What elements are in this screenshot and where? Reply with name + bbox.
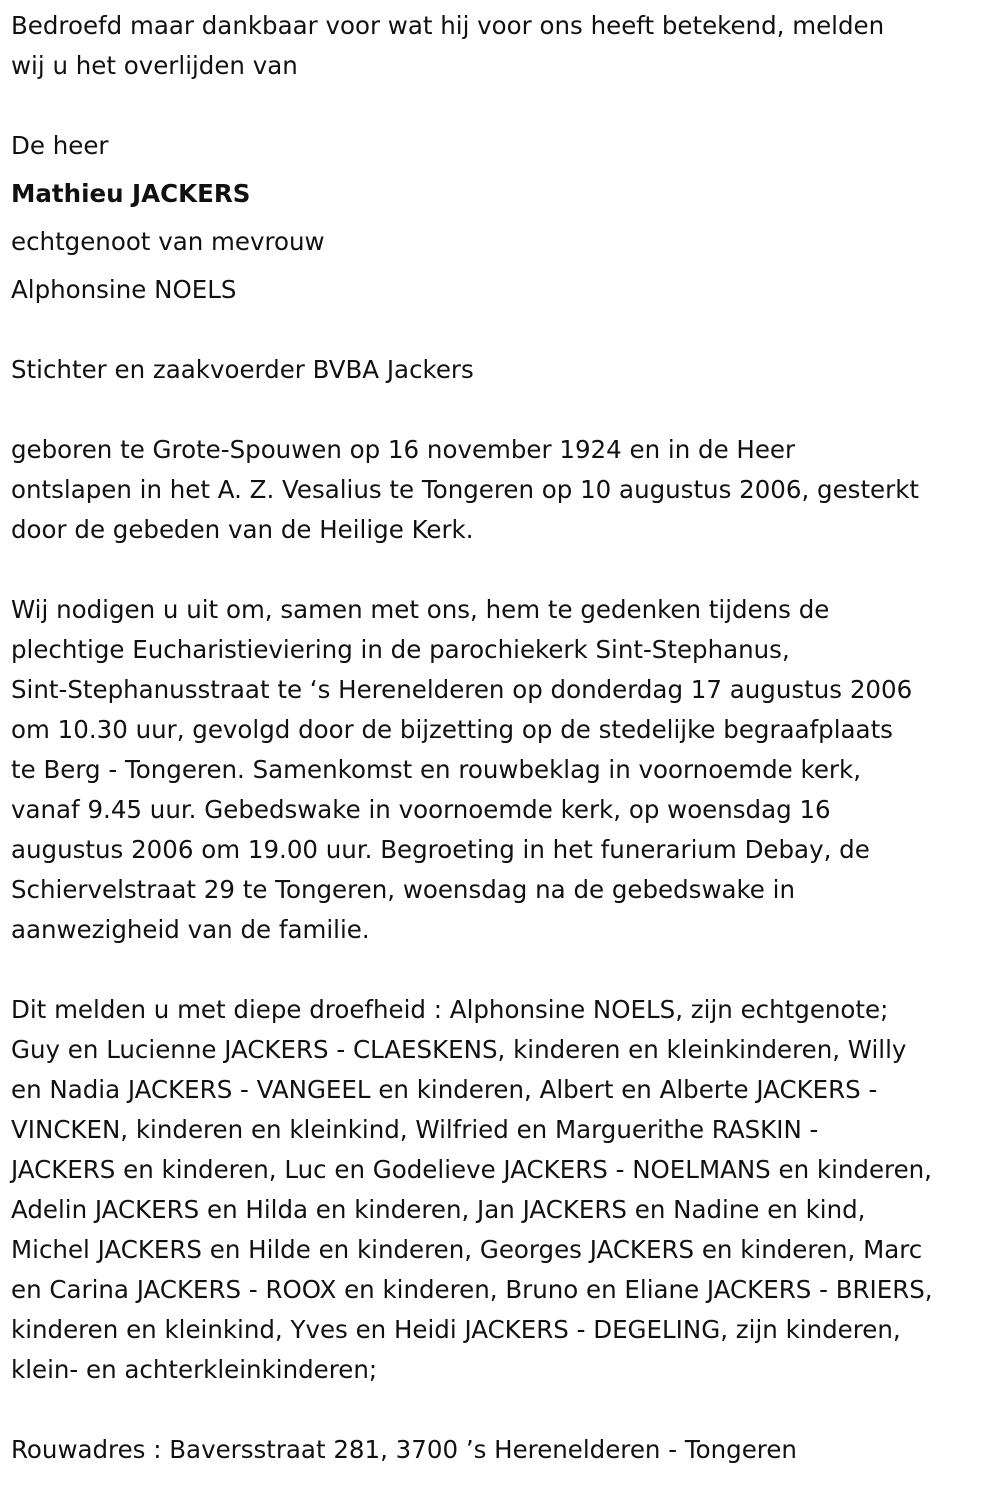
service-line: plechtige Eucharistieviering in de parochiekerk Sint-Stephanus, bbox=[11, 635, 790, 664]
mourning-address: Rouwadres : Baversstraat 281, 3700 ’s Herenelderen - Tongeren bbox=[11, 1435, 797, 1464]
family-line: en Carina JACKERS - ROOX en kinderen, Bruno en Eliane JACKERS - BRIERS, bbox=[11, 1275, 933, 1304]
service-line: vanaf 9.45 uur. Gebedswake in voornoemde kerk, op woensdag 16 bbox=[11, 795, 831, 824]
service-line: te Berg - Tongeren. Samenkomst en rouwbeklag in voornoemde kerk, bbox=[11, 755, 861, 784]
service-line: Wij nodigen u uit om, samen met ons, hem te gedenken tijdens de bbox=[11, 595, 830, 624]
family-line: en Nadia JACKERS - VANGEEL en kinderen, Albert en Alberte JACKERS - bbox=[11, 1075, 878, 1104]
family-line: klein- en achterkleinkinderen; bbox=[11, 1355, 378, 1384]
deceased-name: Mathieu JACKERS bbox=[11, 179, 251, 208]
service-line: Sint-Stephanusstraat te ‘s Herenelderen op donderdag 17 augustus 2006 bbox=[11, 675, 913, 704]
family-line: Michel JACKERS en Hilde en kinderen, Georges JACKERS en kinderen, Marc bbox=[11, 1235, 923, 1264]
service-line: augustus 2006 om 19.00 uur. Begroeting in het funerarium Debay, de bbox=[11, 835, 870, 864]
family-line: Adelin JACKERS en Hilda en kinderen, Jan JACKERS en Nadine en kind, bbox=[11, 1195, 866, 1224]
intro-paragraph bbox=[11, 6, 996, 86]
obituary-document bbox=[11, 6, 996, 1470]
role-line: Stichter en zaakvoerder BVBA Jackers bbox=[11, 355, 474, 384]
family-line: Guy en Lucienne JACKERS - CLAESKENS, kinderen en kleinkinderen, Willy bbox=[11, 1035, 907, 1064]
intro-line: wij u het overlijden van bbox=[11, 51, 298, 80]
salutation: De heer bbox=[11, 131, 109, 160]
family-line: Dit melden u met diepe droefheid : Alphonsine NOELS, zijn echtgenote; bbox=[11, 995, 889, 1024]
family-line: VINCKEN, kinderen en kleinkind, Wilfried en Marguerithe RASKIN - bbox=[11, 1115, 819, 1144]
service-line: om 10.30 uur, gevolgd door de bijzetting op de stedelijke begraafplaats bbox=[11, 715, 893, 744]
spouse-name: Alphonsine NOELS bbox=[11, 275, 237, 304]
family-line: kinderen en kleinkind, Yves en Heidi JACKERS - DEGELING, zijn kinderen, bbox=[11, 1315, 901, 1344]
birth-death-line: geboren te Grote-Spouwen op 16 november 1924 en in de Heer bbox=[11, 435, 796, 464]
birth-death-line: door de gebeden van de Heilige Kerk. bbox=[11, 515, 474, 544]
birth-death-line: ontslapen in het A. Z. Vesalius te Tongeren op 10 augustus 2006, gesterkt bbox=[11, 475, 919, 504]
intro-line: Bedroefd maar dankbaar voor wat hij voor ons heeft betekend, melden bbox=[11, 11, 885, 40]
family-line: JACKERS en kinderen, Luc en Godelieve JACKERS - NOELMANS en kinderen, bbox=[11, 1155, 932, 1184]
family-paragraph bbox=[11, 990, 996, 1390]
spouse-label: echtgenoot van mevrouw bbox=[11, 227, 325, 256]
service-line: aanwezigheid van de familie. bbox=[11, 915, 370, 944]
service-line: Schiervelstraat 29 te Tongeren, woensdag na de gebedswake in bbox=[11, 875, 795, 904]
birth-death-paragraph bbox=[11, 430, 996, 550]
service-paragraph bbox=[11, 590, 996, 950]
